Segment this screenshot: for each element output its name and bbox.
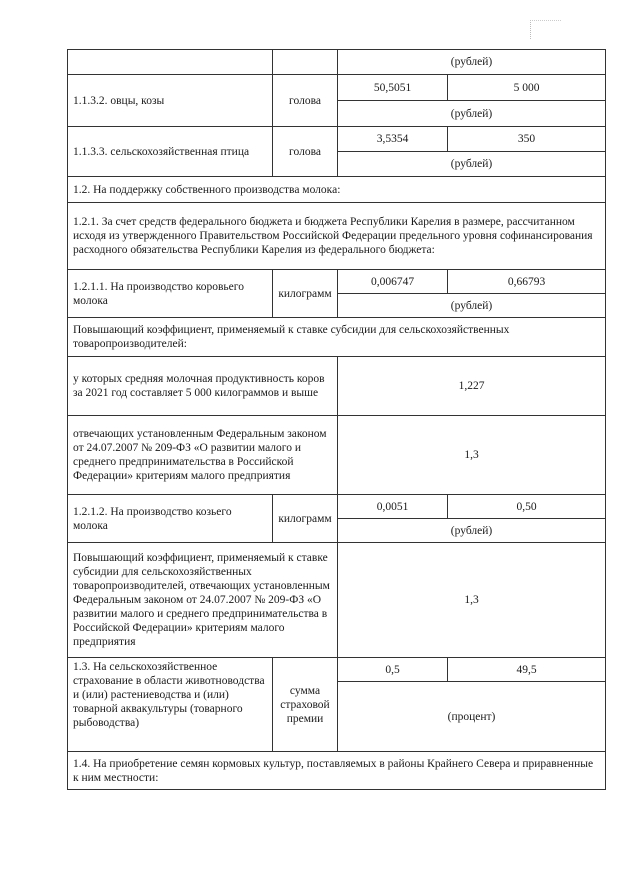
unit-cell: (рублей) bbox=[338, 101, 606, 127]
unit-cell: (рублей) bbox=[338, 152, 606, 177]
table-row bbox=[68, 203, 606, 270]
coefficient-label: отвечающих установленным Федеральным законом от 24.07.2007 № 209-ФЗ «О развитии малого и среднего предпринимательства в Российской Федерации» критериям малого предприятия bbox=[68, 416, 338, 495]
row-label: 1.2.1.1. На производство коровьего молока bbox=[68, 270, 273, 318]
table-row bbox=[68, 270, 606, 294]
table-row bbox=[68, 543, 606, 658]
value-cell: 0,0051 bbox=[338, 495, 448, 519]
unit-cell: (процент) bbox=[338, 682, 606, 752]
value-cell: 0,50 bbox=[448, 495, 606, 519]
value-cell: 0,5 bbox=[338, 658, 448, 682]
value-cell: 0,006747 bbox=[338, 270, 448, 294]
row-label: 1.1.3.3. сельскохозяйственная птица bbox=[68, 127, 273, 177]
table-row bbox=[68, 357, 606, 416]
coefficient-value: 1,227 bbox=[338, 357, 606, 416]
coefficient-value: 1,3 bbox=[338, 543, 606, 658]
section-heading: 1.2. На поддержку собственного производства молока: bbox=[68, 177, 606, 203]
table-row bbox=[68, 50, 606, 75]
coefficient-label: у которых средняя молочная продуктивность коров за 2021 год составляет 5 000 килограммов и выше bbox=[68, 357, 338, 416]
value-cell: 0,66793 bbox=[448, 270, 606, 294]
scan-artifact bbox=[530, 20, 561, 39]
unit-cell: голова bbox=[273, 75, 338, 127]
unit-cell: голова bbox=[273, 127, 338, 177]
table-row bbox=[68, 416, 606, 495]
empty-cell bbox=[68, 50, 273, 75]
value-cell: 3,5354 bbox=[338, 127, 448, 152]
section-heading: 1.4. На приобретение семян кормовых культур, поставляемых в районы Крайнего Севера и приравненные к ним местности: bbox=[68, 752, 606, 790]
table-row bbox=[68, 127, 606, 152]
unit-cell: килограмм bbox=[273, 270, 338, 318]
unit-cell: килограмм bbox=[273, 495, 338, 543]
unit-cell: (рублей) bbox=[338, 519, 606, 543]
coefficient-heading: Повышающий коэффициент, применяемый к ставке субсидии для сельскохозяйственных товаропроизводителей: bbox=[68, 318, 606, 357]
table-row bbox=[68, 752, 606, 790]
table-row bbox=[68, 658, 606, 682]
value-cell: 350 bbox=[448, 127, 606, 152]
coefficient-value: 1,3 bbox=[338, 416, 606, 495]
value-cell: 5 000 bbox=[448, 75, 606, 101]
table-row bbox=[68, 75, 606, 101]
row-label: 1.3. На сельскохозяйственное страхование в области животноводства и (или) растениеводства и (или) товарной аквакультуры (товарного рыбоводства) bbox=[68, 658, 273, 752]
section-text: 1.2.1. За счет средств федерального бюджета и бюджета Республики Карелия в размере, рассчитанном исходя из утвержденного Правительством Российской Федерации предельного уровня софинансирования расходного обязательства Республики Карелия из федерального бюджета: bbox=[68, 203, 606, 270]
subsidy-rates-table bbox=[67, 49, 606, 790]
value-cell: 50,5051 bbox=[338, 75, 448, 101]
table-row bbox=[68, 177, 606, 203]
table-row bbox=[68, 495, 606, 519]
unit-cell: (рублей) bbox=[338, 294, 606, 318]
table-row bbox=[68, 318, 606, 357]
value-cell: 49,5 bbox=[448, 658, 606, 682]
coefficient-label: Повышающий коэффициент, применяемый к ставке субсидии для сельскохозяйственных товаропроизводителей, отвечающих установленным Федеральным законом от 24.07.2007 № 209-ФЗ «О развитии малого и среднего предпринимательства в Российской Федерации» критериям малого предприятия bbox=[68, 543, 338, 658]
row-label: 1.1.3.2. овцы, козы bbox=[68, 75, 273, 127]
unit-cell: (рублей) bbox=[338, 50, 606, 75]
unit-cell: сумма страховой премии bbox=[273, 658, 338, 752]
empty-cell bbox=[273, 50, 338, 75]
row-label: 1.2.1.2. На производство козьего молока bbox=[68, 495, 273, 543]
